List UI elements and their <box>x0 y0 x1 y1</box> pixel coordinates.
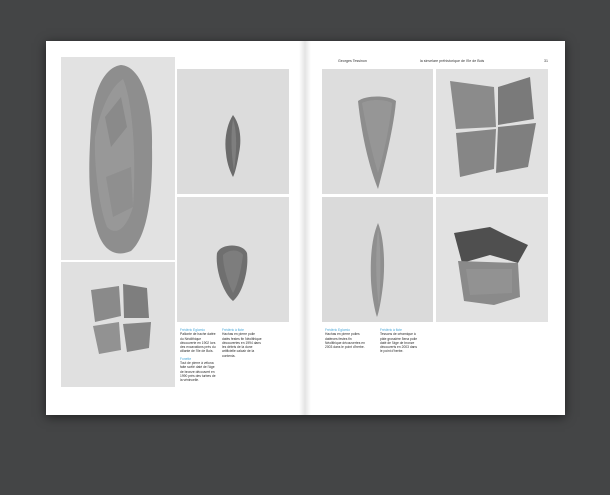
caption-right-2 <box>380 328 420 354</box>
book-spread <box>46 41 565 415</box>
left-page <box>46 41 305 415</box>
caption-text: Pallonte de hache datée du Néolithique découverte en 1902 lors des excavations près du cillante de l'île de Bois. <box>180 332 216 354</box>
photo-triangular-axe <box>322 69 433 194</box>
caption-title: Fonette <box>180 356 192 361</box>
photo-spindle-stone <box>177 69 289 194</box>
caption-text: Tessons de céramique à pâte grossière 5ena polie daté de l'âge de bronze découverts en 2003 dans le point d'herbe. <box>380 332 418 354</box>
caption-title: Frédéric à flote <box>380 328 402 332</box>
page-number: 31 <box>544 59 548 63</box>
photo-pottery-fragment <box>61 262 175 387</box>
photo-broken-pottery <box>436 197 548 322</box>
running-head-title: la sinvelare préhistorique de l'île de Bois <box>420 59 485 63</box>
caption-text: Tout de pierre à véluna faite scélé daté de l'âge de bronze découvert en 1990 près des turbes de la vénincelle. <box>180 361 216 383</box>
caption-right-1 <box>325 328 365 349</box>
running-head-author: Georges Tessinon <box>338 59 367 63</box>
caption-title: Frédéric à flote <box>222 328 244 332</box>
caption-left-1 <box>180 328 216 383</box>
photo-hand-axe <box>61 57 175 260</box>
photo-small-adze <box>177 197 289 322</box>
right-page <box>305 41 565 415</box>
caption-left-2 <box>222 328 262 358</box>
photo-pottery-shards <box>436 69 548 194</box>
caption-text: Hachas en pierre polies datérces festes fin Néolithique découvertes en 2003 dans le point d'herbe. <box>325 332 365 350</box>
photo-elongated-stone <box>322 197 433 322</box>
caption-text: Hachas en pierre polie datés festes fin Néolithique découvertes en 1994 dans les débris de la dune artificielle calcair de la contenia. <box>222 332 262 358</box>
caption-title: Frédéric Eglomio <box>180 328 205 332</box>
caption-title: Frédéric Eglomio <box>325 328 350 332</box>
